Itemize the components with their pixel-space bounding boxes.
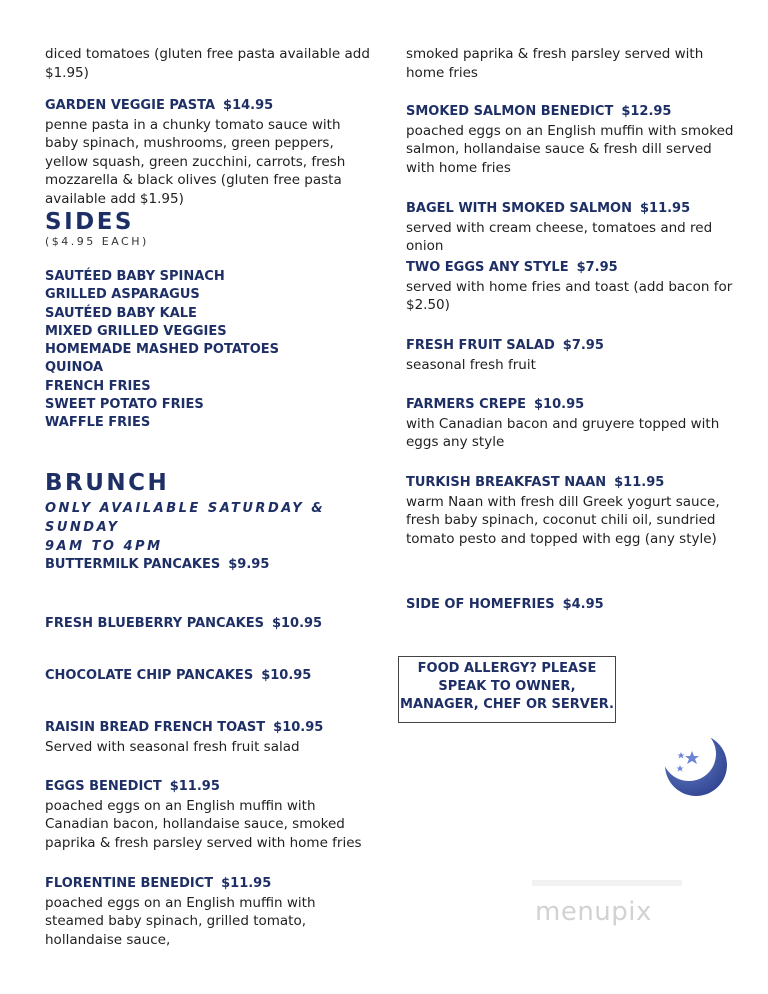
list-item: HOMEMADE MASHED POTATOES	[45, 342, 280, 358]
item-desc: seasonal fresh fruit	[406, 356, 536, 373]
item-price: $10.95	[271, 616, 323, 631]
item-price: $9.95	[228, 557, 270, 572]
item-price: $11.95	[614, 475, 665, 490]
menu-item	[45, 875, 375, 949]
item-name: GARDEN VEGGIE PASTA	[45, 98, 216, 113]
item-name: FRESH BLUEBERRY PANCAKES	[45, 616, 264, 631]
item-desc: with Canadian bacon and gruyere topped with eggs any style	[406, 415, 720, 450]
menu-item-garden-veggie-pasta	[45, 97, 375, 208]
list-item: SAUTÉED BABY KALE	[45, 305, 197, 321]
item-name: TURKISH BREAKFAST NAAN	[406, 475, 607, 490]
item-price: $4.95	[562, 597, 604, 612]
item-desc: penne pasta in a chunky tomato sauce with baby spinach, mushrooms, green peppers, yellow squash, green zucchini, carrots, fresh mozzarella & black olives (gluten free pasta available add $1.95)	[45, 116, 346, 207]
list-item: WAFFLE FRIES	[45, 415, 151, 431]
item-price: $10.95	[273, 720, 324, 735]
list-item: QUINOA	[45, 360, 104, 376]
item-name: TWO EGGS ANY STYLE	[406, 260, 569, 275]
allergy-notice: FOOD ALLERGY? PLEASE SPEAK TO OWNER, MANAGER, CHEF OR SERVER.	[398, 656, 616, 723]
list-item: MIXED GRILLED VEGGIES	[45, 323, 227, 339]
menu-item	[45, 615, 375, 634]
list-item: SAUTÉED BABY SPINACH	[45, 269, 225, 284]
item-desc: poached eggs on an English muffin with smoked salmon, hollandaise sauce & fresh dill served with home fries	[406, 122, 734, 176]
item-name: FLORENTINE BENEDICT	[45, 876, 214, 891]
item-price: $12.95	[621, 104, 672, 119]
menu-item	[45, 778, 375, 852]
item-name: RAISIN BREAD FRENCH TOAST	[45, 720, 266, 735]
menu-item	[45, 719, 375, 756]
item-name: BUTTERMILK PANCAKES	[45, 557, 221, 572]
menu-item	[45, 556, 375, 575]
menu-item	[406, 396, 736, 452]
item-desc: warm Naan with fresh dill Greek yogurt sauce, fresh baby spinach, coconut chili oil, sundried tomato pesto and topped with egg (any style)	[406, 493, 720, 547]
item-name: CHOCOLATE CHIP PANCAKES	[45, 668, 254, 683]
item-name: FARMERS CREPE	[406, 397, 527, 412]
sides-list	[45, 268, 375, 433]
menu-item	[406, 103, 736, 177]
brunch-hours: 9AM TO 4PM	[45, 539, 163, 554]
sides-heading: SIDES	[45, 209, 134, 235]
item-price: $11.95	[639, 201, 691, 216]
sides-section	[45, 209, 375, 248]
item-name: EGGS BENEDICT	[45, 779, 162, 794]
pasta-desc-continued: diced tomatoes (gluten free pasta available add $1.95)	[45, 46, 370, 81]
item-price: $10.95	[534, 397, 585, 412]
moon-stars-icon	[663, 732, 729, 798]
item-price: $10.95	[261, 668, 312, 683]
menu-item	[406, 259, 736, 315]
item-desc: poached eggs on an English muffin with Canadian bacon, hollandaise sauce, smoked paprika & fresh parsley served with home fries	[45, 797, 362, 851]
brunch-availability: ONLY AVAILABLE SATURDAY & SUNDAY	[45, 501, 326, 535]
menupix-watermark: menupix	[535, 897, 652, 927]
item-desc: served with cream cheese, tomatoes and red onion	[406, 219, 713, 254]
menu-item	[406, 474, 736, 548]
crescent-moon	[665, 734, 727, 796]
item-price: $14.95	[223, 98, 274, 113]
item-desc: poached eggs on an English muffin with steamed baby spinach, grilled tomato, hollandaise sauce,	[45, 894, 316, 948]
item-desc: Served with seasonal fresh fruit salad	[45, 738, 300, 755]
brunch-heading: BRUNCH	[45, 470, 170, 496]
benedict-desc-continued: smoked paprika & fresh parsley served with home fries	[406, 46, 704, 81]
item-price: $7.95	[576, 260, 618, 275]
item-name: SIDE OF HOMEFRIES	[406, 597, 555, 612]
item-price: $7.95	[562, 338, 604, 353]
menu-item	[406, 596, 736, 615]
menu-item	[406, 200, 736, 256]
item-name: FRESH FRUIT SALAD	[406, 338, 555, 353]
list-item: SWEET POTATO FRIES	[45, 397, 204, 413]
list-item: FRENCH FRIES	[45, 378, 151, 394]
list-item: GRILLED ASPARAGUS	[45, 287, 200, 303]
watermark-smudge	[532, 880, 682, 886]
menu-item	[406, 337, 736, 374]
menu-item	[45, 667, 375, 686]
item-price: $11.95	[221, 876, 272, 891]
item-name: BAGEL WITH SMOKED SALMON	[406, 201, 632, 216]
sides-subtitle: ($4.95 EACH)	[45, 235, 149, 248]
item-name: SMOKED SALMON BENEDICT	[406, 104, 614, 119]
item-price: $11.95	[169, 779, 220, 794]
item-desc: served with home fries and toast (add bacon for $2.50)	[406, 278, 733, 313]
brunch-section	[45, 470, 375, 556]
